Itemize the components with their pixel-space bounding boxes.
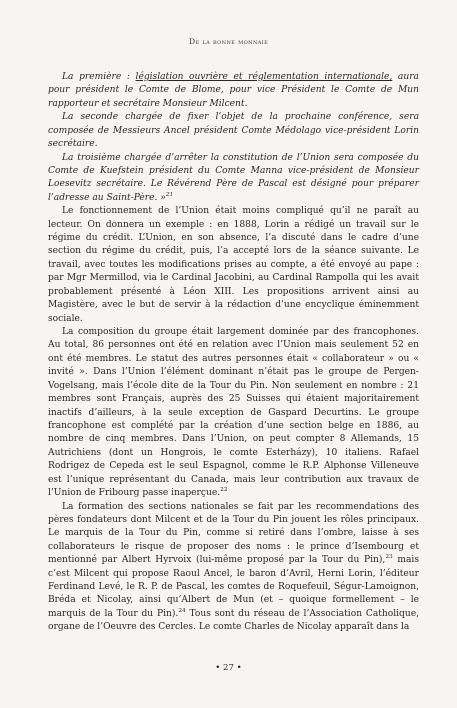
paragraph-3 bbox=[48, 152, 419, 206]
paragraph-1-rest: aura pour président le Comte de Blome, pour vice Président le Comte de Mun rapporteur et secrétaire Monsieur Milcent. bbox=[48, 72, 419, 109]
paragraph-5 bbox=[48, 326, 419, 500]
paragraph-6-text-b: mais c’est Milcent qui propose Raoul Ancel, le baron d’Avril, Herni Lorin, l’éditeur Ferdinand Levé, le R. P. de Pascal, les comtes de Roquefeuil, Ségur-Lamoignon, Bréda et Nicolay, ainsi qu’Albert de Mun (et – quoique formellement – le marquis de la Tour du Pin). bbox=[48, 555, 419, 619]
paragraph-2: La seconde chargée de fixer l’objet de la prochaine conférence, sera composée de Messieurs Ancel président Comte Médolago vice-président Lorin secrétaire. bbox=[48, 112, 419, 150]
footnote-ref-21[interactable]: 21 bbox=[165, 191, 174, 198]
paragraph-6-text-a: La formation des sections nationales se fait par les recommendations des pères fondateurs dont Milcent et de la Tour du Pin jouent les rôles principaux. Le marquis de la Tour du Pin, comme si retiré dans l’ombre, laisse à ses collaborateurs le risque de proposer des noms : le prince d’Isembourg et mentionné par Albert Hyrvoix (lui-même proposé par la Tour du Pin), bbox=[48, 501, 419, 566]
paragraph-4: Le fonctionnement de l’Union était moins compliqué qu’il ne paraît au lecteur. On donnera un exemple : en 1888, Lorin a rédigé un travail sur le régime du crédit. L’Union, en son absence, l’a discuté dans le cadre d’une section du régime du crédit, puis, l’a accepté lors de la séance suivante. Le travail, avec toutes les modifications prises au compte, a été envoyé au pape : par Mgr Mermillod, via le Cardinal Jacobini, au Cardinal Rampolla qui les avait probablement présenté à Léon XIII. Les propositions arrivent ainsi au Magistère, avec le but de servir à la rédaction d’une encyclique éminemment sociale. bbox=[48, 206, 419, 324]
footnote-ref-22[interactable]: 22 bbox=[220, 487, 228, 494]
footnote-ref-23[interactable]: 23 bbox=[385, 554, 393, 561]
paragraph-1-underlined: législation ouvrière et réglementation internationale, bbox=[135, 72, 393, 82]
running-header: De la bonne monnaie bbox=[188, 37, 269, 46]
footnote-ref-24[interactable]: 24 bbox=[178, 607, 186, 614]
paragraph-1 bbox=[48, 71, 419, 111]
paragraph-5-text: La composition du groupe était largement dominée par des francophones. Au total, 86 personnes ont été en relation avec l’Union mais seulement 52 en ont été membres. Le statut des autres personnes était « collaborateur » ou « invité ». Dans l’Union l’élément dominant n’était pas le groupe de Pergen-Vogelsang, mais l’école dite de la Tour du Pin. Non seulement en nombre : 21 membres sont Français, auprès des 25 Suisses qui étaient majoritairement inactifs d’ailleurs, à la seule exception de Gaspard Decurtins. Le groupe francophone est complété par la création d’une section belge en 1886, au nombre de cinq membres. Dans l’Union, on peut compter 8 Allemands, 15 Autrichiens (dont un Hongrois, le comte Esterházy), 10 italiens. Rafael Rodrigez de Cepeda est le seul Espagnol, comme le R.P. Alphonse Villeneuve est l’unique représentant du Canada, mais leur contribution aux travaux de l’Union de Fribourg passe inaperçue. bbox=[48, 327, 419, 499]
paragraph-6 bbox=[48, 501, 419, 635]
paragraph-1-lead: La première : bbox=[62, 72, 136, 82]
page-body bbox=[48, 71, 419, 635]
paragraph-6-text-c: Tous sont du réseau de l’Association Catholique, organe de l’Oeuvre des Cercles. Le comte Charles de Nicolay apparaît dans la bbox=[48, 608, 419, 633]
page-number: • 27 • bbox=[215, 663, 242, 673]
paragraph-3-text: La troisième chargée d’arrêter la constitution de l’Union sera composée du Comte de Kuefstein président du Comte Manna vice-président de Monsieur Loesevitz secrétaire. Le Révérend Père de Pascal est désigné pour préparer l’adresse au Saint-Père. » bbox=[48, 152, 419, 203]
